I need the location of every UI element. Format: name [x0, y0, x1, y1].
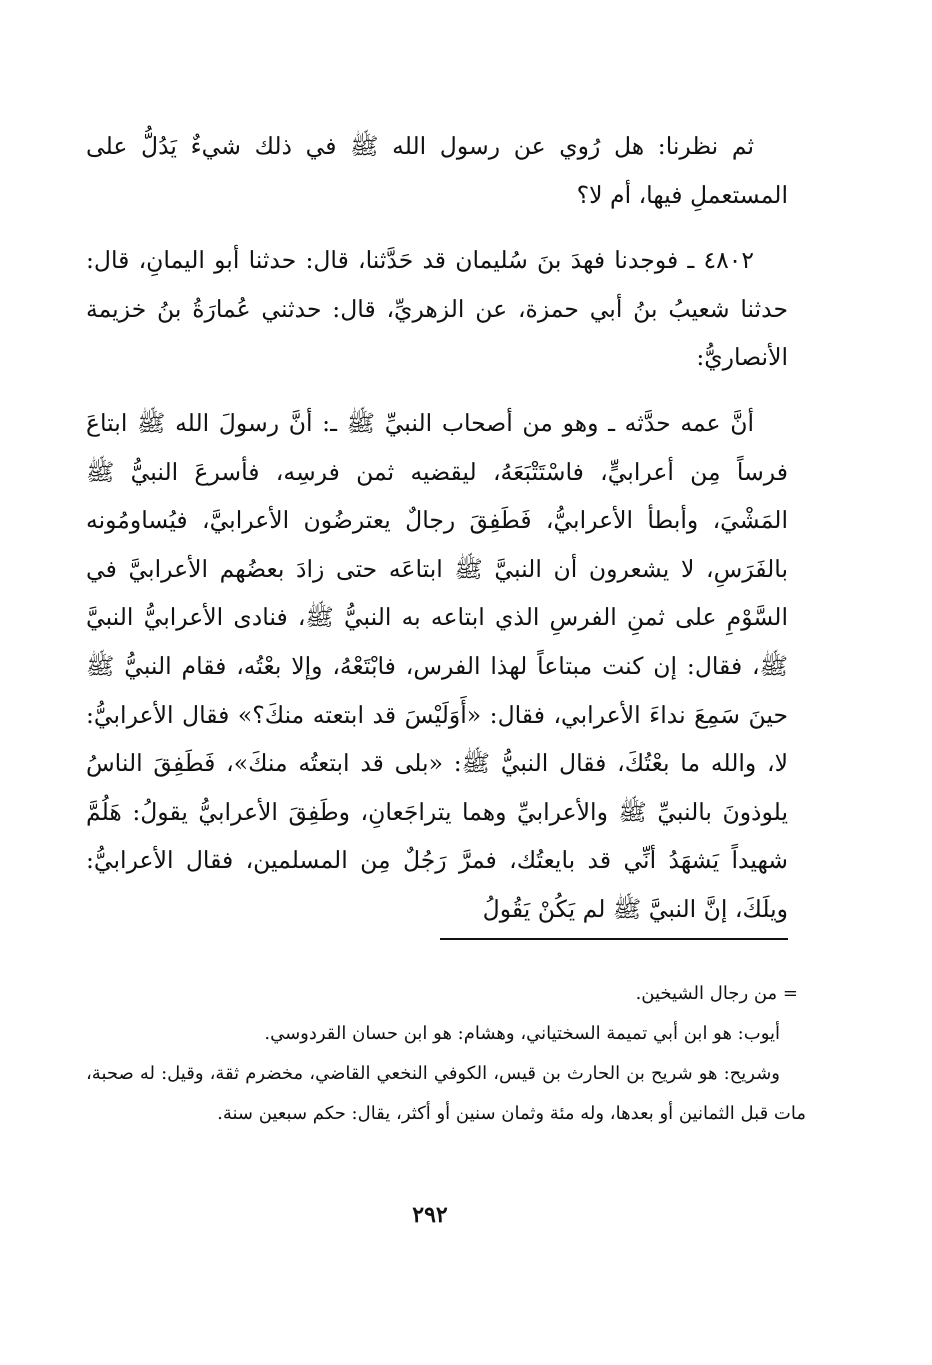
footnote-line: وشريح: هو شريح بن الحارث بن قيس، الكوفي النخعي القاضي، مخضرم ثقة، وقيل: له صحبة، مات قبل الثمانين أو بعدها، وله مئة وثمان سنين أو أكثر، يقال: حكم سبعين سنة. — [86, 1063, 806, 1124]
intro-paragraph: ثم نظرنا: هل رُوي عن رسول الله ﷺ في ذلك شيءٌ يَدُلُّ على المستعملِ فيها، أم لا؟ — [86, 132, 788, 209]
footnote-separator — [440, 938, 788, 940]
hadith-matn-paragraph: أنَّ عمه حدَّثه ـ وهو من أصحاب النبيِّ ﷺ ـ: أنَّ رسولَ الله ﷺ ابتاعَ فرساً مِن أعرابيٍّ، فاسْتَتْبَعَهُ، ليقضيه ثمن فرسِه، فأسرعَ النبيُّ ﷺ المَشْيَ، وأبطأ الأعرابيُّ، فَطَفِقَ رجالٌ يعترضُون الأعرابيَّ، فيُساومُونه بالفَرَسِ، لا يشعرون أن النبيَّ ﷺ ابتاعَه حتى زادَ بعضُهم الأعرابيَّ في السَّوْمِ على ثمنِ الفرسِ الذي ابتاعه به النبيُّ ﷺ، فنادى الأعرابيُّ النبيَّ ﷺ، فقال: إن كنت مبتاعاً لهذا الفرس، فابْتَعْهُ، وإلا بعْتُه، فقام النبيُّ ﷺ حينَ سَمِعَ نداءَ الأعرابي، فقال: «أَوَلَيْسَ قد ابتعته منكَ؟» فقال الأعرابيُّ: لا، والله ما بعْتُكَ، فقال النبيُّ ﷺ: «بلى قد ابتعتُه منكَ»، فَطَفِقَ الناسُ يلوذونَ بالنبيِّ ﷺ والأعرابيِّ وهما يتراجَعانِ، وطَفِقَ الأعرابيُّ يقولُ: هَلُمَّ شهيداً يَشهَدُ أنِّي قد بايعتُك، فمرَّ رَجُلٌ مِن المسلمين، فقال الأعرابيُّ: ويلَكَ، إنَّ النبيَّ ﷺ لم يَكُنْ يَقُولُ — [86, 408, 788, 923]
footnote-continuation: = من رجال الشيخين. — [635, 983, 798, 1004]
main-text — [86, 122, 788, 951]
footnote-line: أيوب: هو ابن أبي تميمة السختياني، وهشام: هو ابن حسان القردوسي. — [264, 1023, 780, 1044]
footnotes — [86, 974, 806, 1134]
hadith-isnad-paragraph: ٤٨٠٢ ـ فوجدنا فهدَ بنَ سُليمان قد حَدَّثنا، قال: حدثنا أبو اليمانِ، قال: حدثنا شعيبُ بنُ أبي حمزة، عن الزهريِّ، قال: حدثني عُمارَةُ بنُ خزيمة الأنصاريُّ: — [86, 246, 788, 372]
page-number: ٢٩٢ — [412, 1202, 448, 1228]
